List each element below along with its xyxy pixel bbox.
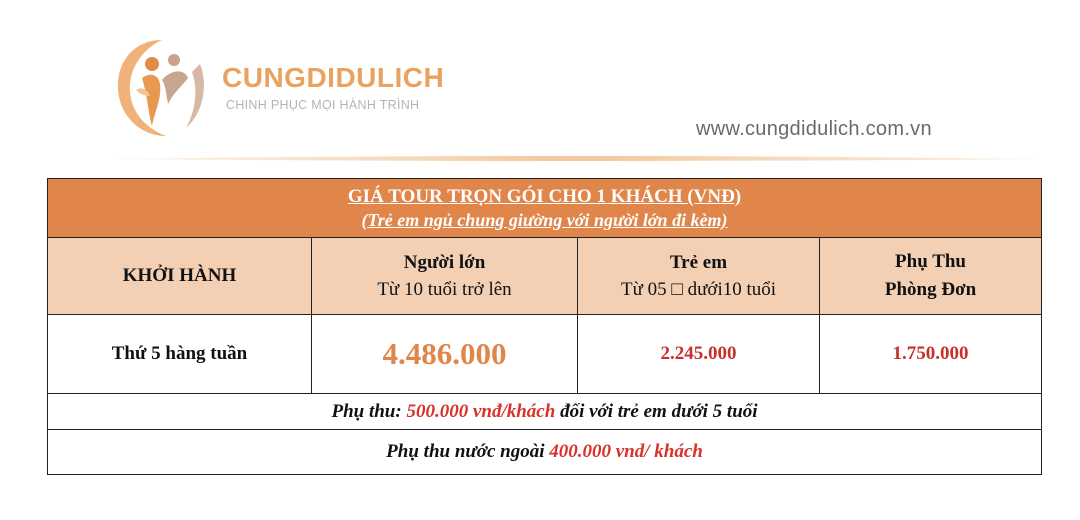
note-infant: [331, 401, 757, 422]
note-foreign-cell: [48, 430, 1042, 475]
header-child: [578, 238, 820, 315]
note-infant-value: 500.000 vnđ/khách: [406, 400, 556, 422]
adult-price: 4.486.000: [382, 336, 507, 371]
table-title: GIÁ TOUR TRỌN GÓI CHO 1 KHÁCH (VNĐ): [347, 186, 742, 207]
single-price-cell: [820, 315, 1042, 394]
header-adult-sub: Từ 10 tuổi trở lên: [377, 279, 512, 300]
adult-price-cell: [312, 315, 578, 394]
note-infant-prefix: Phụ thu:: [331, 400, 407, 422]
brand-slogan: CHINH PHỤC MỌI HÀNH TRÌNH: [226, 98, 420, 112]
header-child-title: Trẻ em: [669, 252, 728, 273]
note-foreign: [386, 441, 703, 462]
brand-logo-icon: [112, 34, 212, 142]
table-row: [48, 315, 1042, 394]
header-child-sub: Từ 05 □ dưới10 tuổi: [620, 279, 777, 300]
header-single: [820, 238, 1042, 315]
note-foreign-prefix: Phụ thu nước ngoài: [386, 441, 550, 462]
website-link[interactable]: www.cungdidulich.com.vn: [696, 118, 932, 140]
header-adult: [312, 238, 578, 315]
child-price-cell: [578, 315, 820, 394]
header-adult-title: Người lớn: [403, 252, 486, 273]
table-subtitle: (Trẻ em ngủ chung giường với người lớn đi kèm): [361, 210, 728, 230]
header-single-line2: Phòng Đơn: [884, 279, 977, 300]
child-price: 2.245.000: [660, 343, 737, 364]
brand-name: CUNGDIDULICH: [222, 62, 445, 93]
table-title-cell: [48, 179, 1042, 238]
header-divider: [110, 154, 1040, 164]
header-single-line1: Phụ Thu: [895, 251, 966, 272]
header-depart: [48, 238, 312, 315]
tour-price-table: [47, 178, 1042, 475]
depart-value: Thứ 5 hàng tuần: [111, 343, 248, 364]
depart-cell: [48, 315, 312, 394]
note-infant-cell: [48, 394, 1042, 430]
note-foreign-value: 400.000 vnd/ khách: [549, 441, 703, 462]
header-depart-label: KHỞI HÀNH: [122, 265, 237, 286]
single-price: 1.750.000: [892, 343, 969, 364]
note-infant-suffix: đối với trẻ em dưới 5 tuổi: [555, 400, 758, 422]
